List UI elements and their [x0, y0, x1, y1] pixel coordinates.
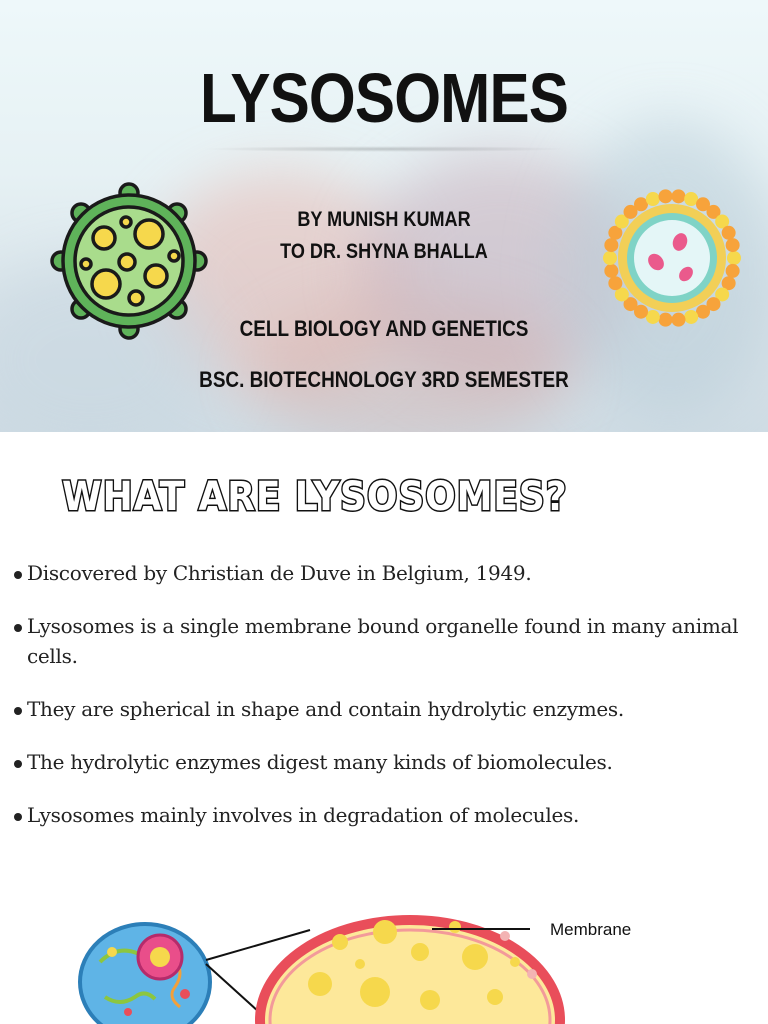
recipient-line: TO DR. SHYNA BHALLA: [280, 240, 488, 263]
membrane-bead: [726, 264, 740, 278]
section-heading: WHAT ARE LYSOSOMES?: [62, 474, 568, 520]
bullet-dot-icon: [14, 571, 22, 579]
author-line: BY MUNISH KUMAR: [297, 208, 471, 231]
bullet-item: They are spherical in shape and contain hydrolytic enzymes.: [14, 694, 744, 724]
membrane-bead: [659, 189, 673, 203]
bullet-list: [14, 558, 744, 853]
title-slide: [0, 0, 768, 432]
bullet-item: The hydrolytic enzymes digest many kinds of biomolecules.: [14, 747, 744, 777]
subject-line: CELL BIOLOGY AND GENETICS: [239, 316, 529, 341]
bullet-dot-icon: [14, 760, 22, 768]
bullet-item: Lysosomes mainly involves in degradation of molecules.: [14, 800, 744, 830]
content-slide: [0, 432, 768, 1024]
course-line: BSC. BIOTECHNOLOGY 3RD SEMESTER: [199, 367, 569, 392]
membrane-bead: [671, 189, 685, 203]
bullet-dot-icon: [14, 624, 22, 632]
membrane-bead: [722, 226, 736, 240]
title-underline-shadow: [200, 146, 570, 152]
membrane-bead: [608, 276, 622, 290]
bullet-item: Discovered by Christian de Duve in Belgium, 1949.: [14, 558, 744, 588]
bullet-dot-icon: [14, 707, 22, 715]
bullet-item: Lysosomes is a single membrane bound organelle found in many animal cells.: [14, 611, 744, 671]
membrane-bead: [646, 192, 660, 206]
bullet-dot-icon: [14, 813, 22, 821]
lysosome-closeup-icon: [260, 920, 560, 1024]
lysosome-diagram: [0, 902, 768, 1024]
animal-cell-icon: [80, 924, 210, 1024]
membrane-bead: [604, 264, 618, 278]
membrane-label: Membrane: [550, 920, 632, 939]
membrane-bead: [726, 238, 740, 252]
membrane-bead: [727, 251, 741, 265]
slide-title: LYSOSOMES: [199, 59, 569, 137]
